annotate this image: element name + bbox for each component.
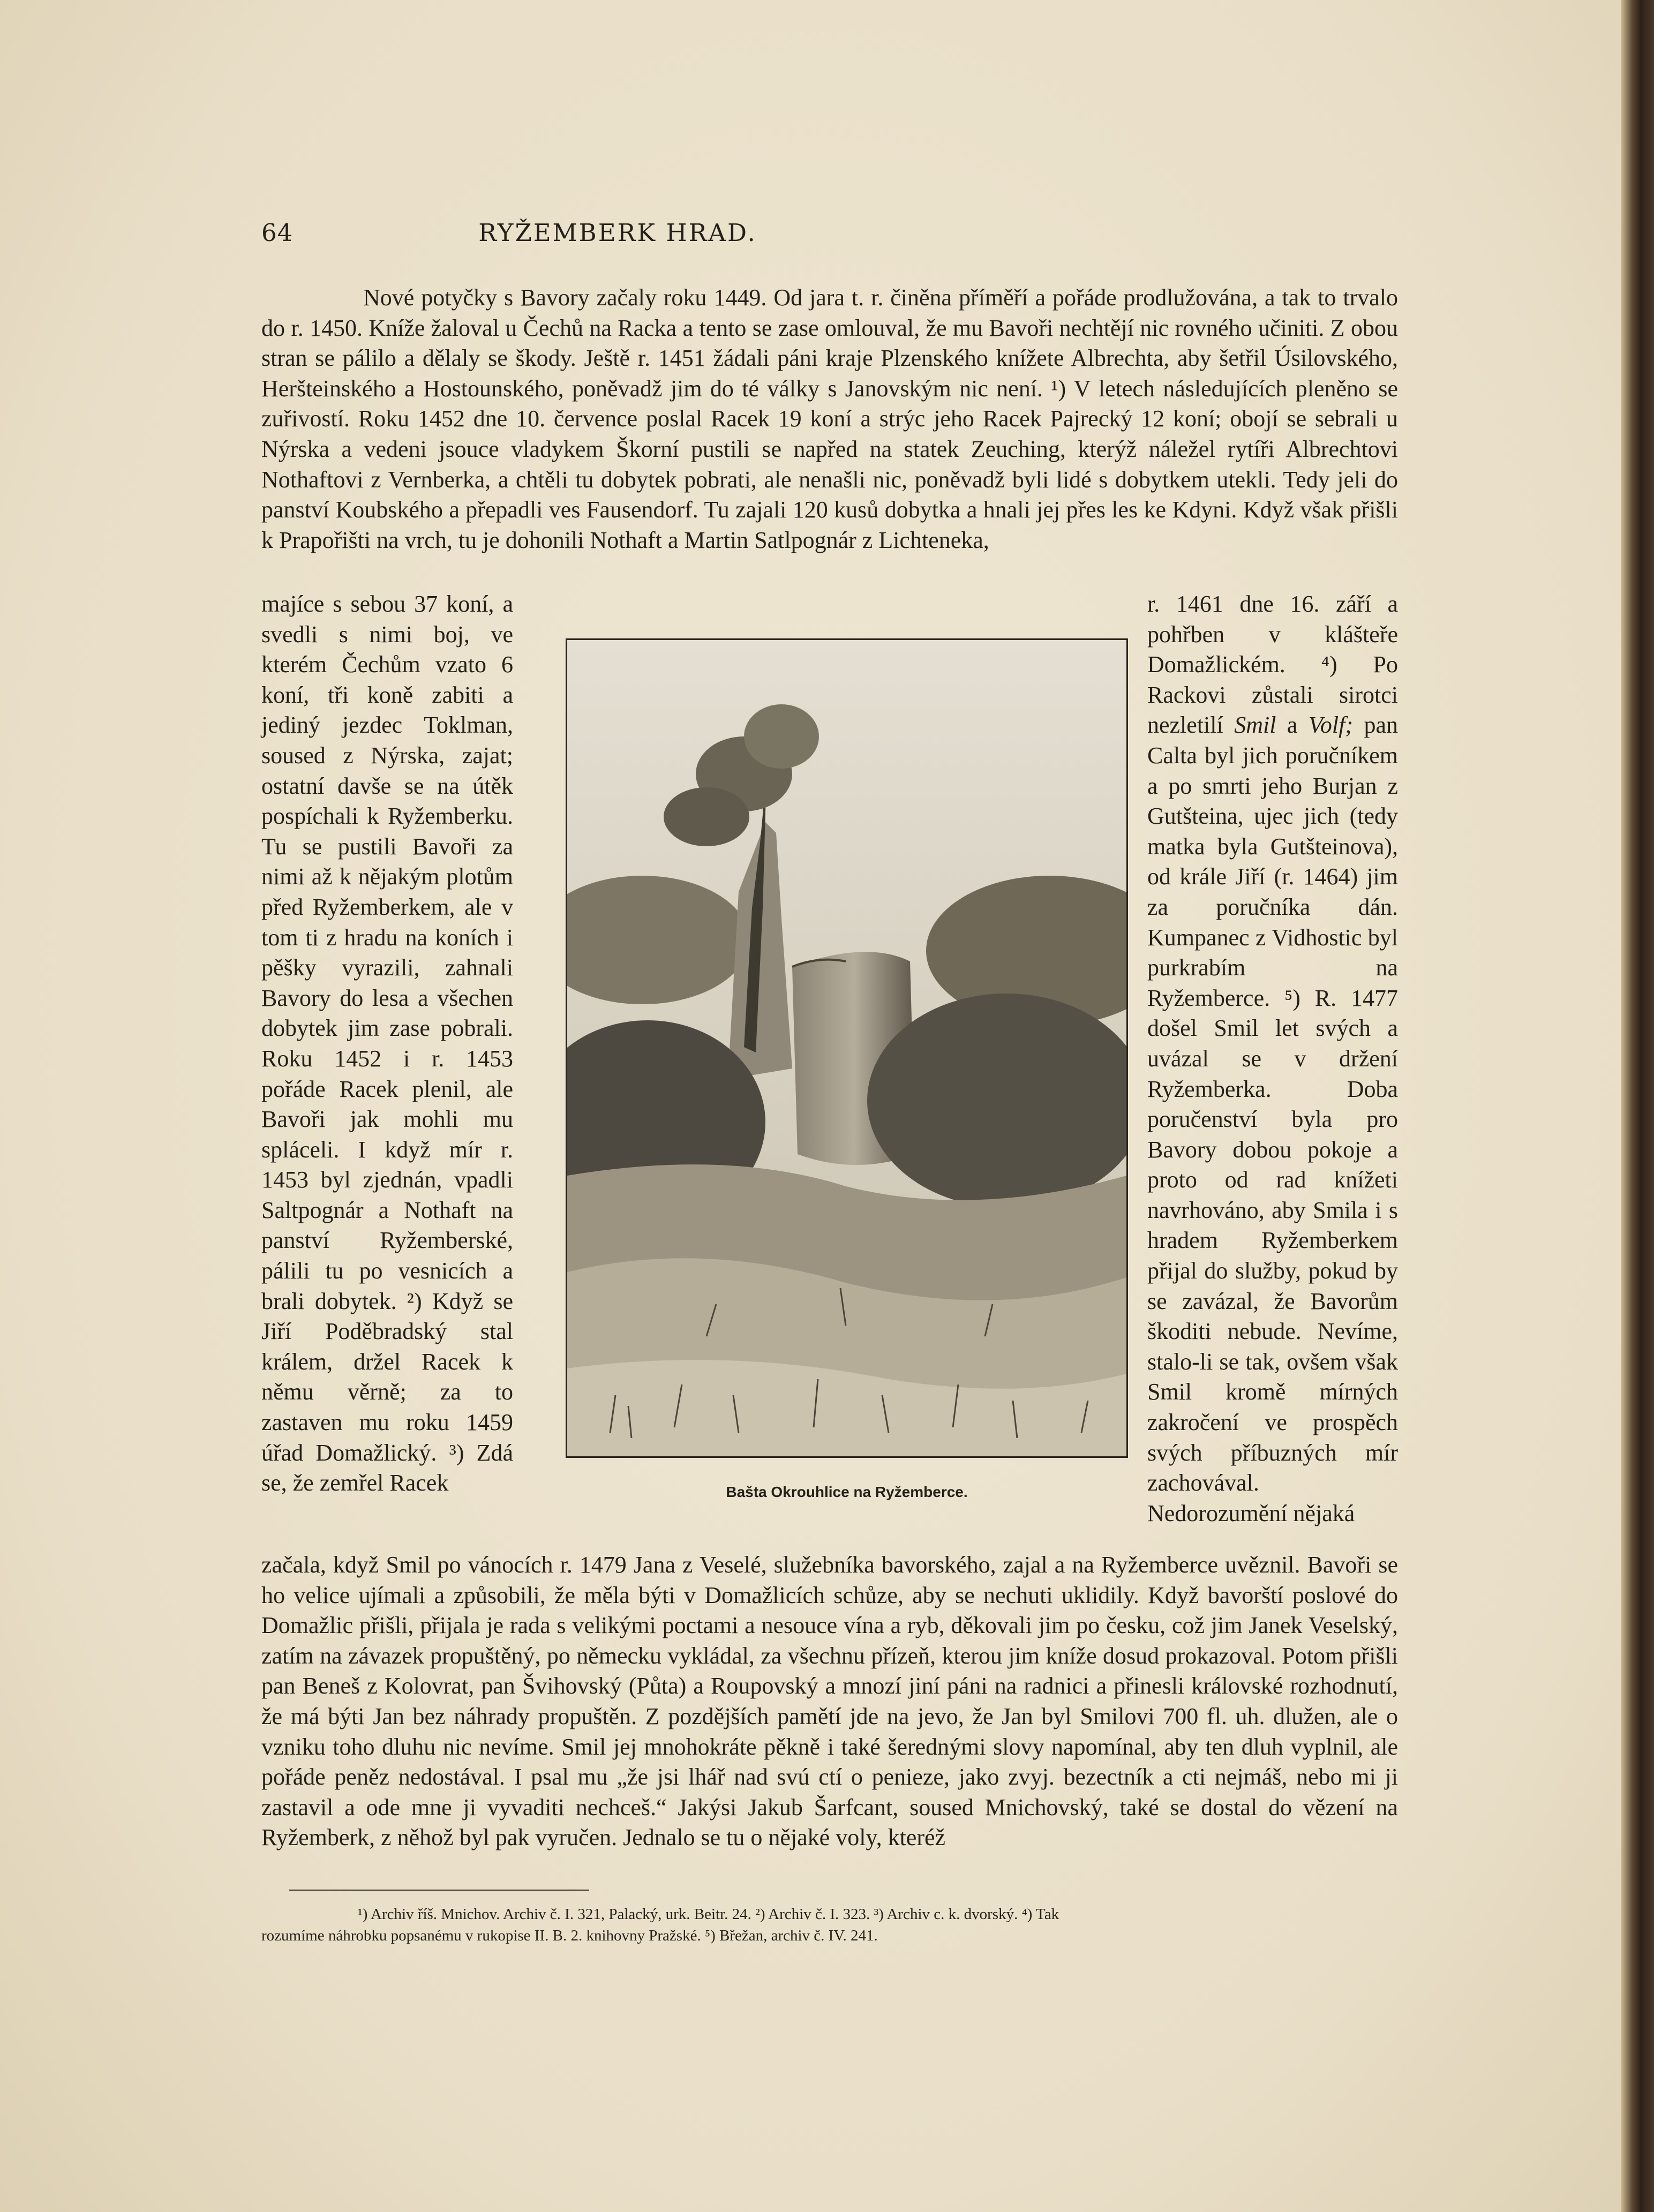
column-right-part-1: r. 1461 dne 16. září a pohřben v klášteře Domažlickém. ⁴) Po Rackovi zůstali sirotci nezletilí [1147, 591, 1398, 739]
paragraph-top: Nové potyčky s Bavory začaly roku 1449. Od jara t. r. činěna příměří a pořáde prodlužována, a tak to trvalo do r. 1450. Kníže žaloval u Čechů na Racka a tento se zase omlouval, že mu Bavoři nechtějí nic rovného učiniti. Z obou stran se pálilo a dělaly se škody. Ještě r. 1451 žádali páni kraje Plzenského knížete Albrechta, aby šetřil Úsilovského, Heršteinského a Hostounského, poněvadž jim do té války s Janovským nic není. ¹) V letech následujících pleněno se zuřivostí. Roku 1452 dne 10. července poslal Racek 19 koní a strýc jeho Racek Pajrecký 12 koní; obojí se sebrali u Nýrska a vedeni jsouce vladykem Škorní pustili se napřed na statek Zeuching, kterýž náležel rytíři Albrechtovi Nothaftovi z Vernberka, a chtěli tu dobytek pobrati, ale nenašli nic, poněvadž byli lidé s dobytkem utekli. Tedy jeli do panství Koubského a přepadli ves Fausendorf. Tu zajali 120 kusů dobytka a hnali jej přes les ke Kdyni. Když však přišli k Prapořišti na vrch, tu je dohonili Nothaft a Martin Satlpognár z Lichteneka, [261, 284, 1398, 553]
column-right-text [1147, 589, 1398, 1529]
column-left-text: majíce s sebou 37 koní, a svedli s nimi boj, ve kterém Čechům vzato 6 koní, tři koně zabiti a jediný jezdec Toklman, soused z Nýrska, zajat; ostatní davše se na útěk pospíchali k Ryžemberku. Tu se pustili Bavoři za nimi až k nějakým plotům před Ryžemberkem, ale v tom ti z hradu na koních i pěšky vyrazili, zahnali Bavory do lesa a všechen dobytek jim zase pobrali. Roku 1452 i r. 1453 pořáde Racek plenil, ale Bavoři jak mohli mu spláceli. I když mír r. 1453 byl zjednán, vpadli Saltpognár a Nothaft na panství Ryžemberské, pálili tu po vesnicích a brali dobytek. ²) Když se Jiří Poděbradský stal králem, držel Racek k němu věrně; za to zastaven mu roku 1459 úřad Domažlický. ³) Zdá se, že zemřel Racek [261, 591, 513, 1496]
name-smil: Smil [1234, 712, 1276, 739]
name-volf: Volf; [1308, 712, 1353, 739]
running-title: RYŽEMBERK HRAD. [478, 219, 757, 247]
illustration-drawing [567, 640, 1126, 1456]
paragraph-bottom: začala, když Smil po vánocích r. 1479 Jana z Veselé, služebníka bavorského, zajal a na Ryžemberce uvěznil. Bavoři se ho velice ujímali a způsobili, že měla býti v Domažlicích schůze, aby se nechuti uklidily. Když bavorští poslové do Domažlic přišli, přijala je rada s velikými poctami a nesouce vína a ryb, děkovali jim po česku, což jim Janek Veselský, zatím na závazek propuštěný, po německu vykládal, za všechnu přízeň, kterou jim kníže dosud prokazoval. Potom přišli pan Beneš z Kolovrat, pan Švihovský (Půta) a Roupovský a mnozí jiní páni na radnici a přinesli královské rozhodnutí, že má býti Jan bez náhrady propuštěn. Z pozdějších pamětí jde na jevo, že Jan byl Smilovi 700 fl. uh. dlužen, ale o vzniku toho dluhu nic nevíme. Smil jej mnohokráte pěkně i také šerednými slovy napomínal, aby ten dluh vyplnil, ale pořáde peněz nedostával. I psal mu „že jsi lhář nad svú ctí o penieze, jako zvyj. bezectník a cti nejmáš, nebo mi ji zastavil a ode mne ji vyvaditi nechceš.“ Jakýsi Jakub Šarfcant, soused Mnichovský, také se dostal do vězení na Ryžemberk, z něhož byl pak vyručen. Jednalo se tu o nějaké voly, kteréž [261, 1552, 1398, 1851]
footnotes [261, 1903, 1398, 1946]
page-header [261, 219, 974, 256]
footnote-line-1: ¹) Archiv říš. Mnichov. Archiv č. I. 321, Palacký, urk. Beitr. 24. ²) Archiv č. I. 323. ³) Archiv c. k. dvorský. ⁴) Tak [358, 1906, 1059, 1923]
page-number: 64 [261, 219, 294, 247]
footnote-divider [289, 1890, 589, 1891]
column-right-part-2: pan Calta byl jich poručníkem a po smrti jeho Burjan z Gutšteina, ujec jich (tedy matka byla Gutšteinova), od krále Jiří (r. 1464) jim za poručníka dán. Kumpanec z Vidhostic byl purkrabím na Ryžemberce. ⁵) R. 1477 došel Smil let svých a uvázal se v držení Ryžemberka. Doba poručenství byla pro Bavory dobou pokoje a proto od rad knížeti navrhováno, aby Smila i s hradem Ryžemberkem přijal do služby, pokud by se zavázal, že Bavorům škoditi nebude. Nevíme, stalo-li se tak, ovšem však Smil kromě mírných zakročení ve prospěch svých příbuzných mír zachovával. Nedorozumění nějaká [1147, 712, 1398, 1526]
book-binding-edge [1621, 0, 1654, 2212]
illustration-ruined-tower [566, 638, 1128, 1458]
conjunction-a: a [1287, 712, 1298, 739]
footnote-line-2: rozumíme náhrobku popsanému v rukopise II. B. 2. knihovny Pražské. ⁵) Břežan, archiv č. IV. 241. [261, 1927, 878, 1944]
figure-caption: Bašta Okrouhlice na Ryžemberce. [726, 1484, 968, 1500]
